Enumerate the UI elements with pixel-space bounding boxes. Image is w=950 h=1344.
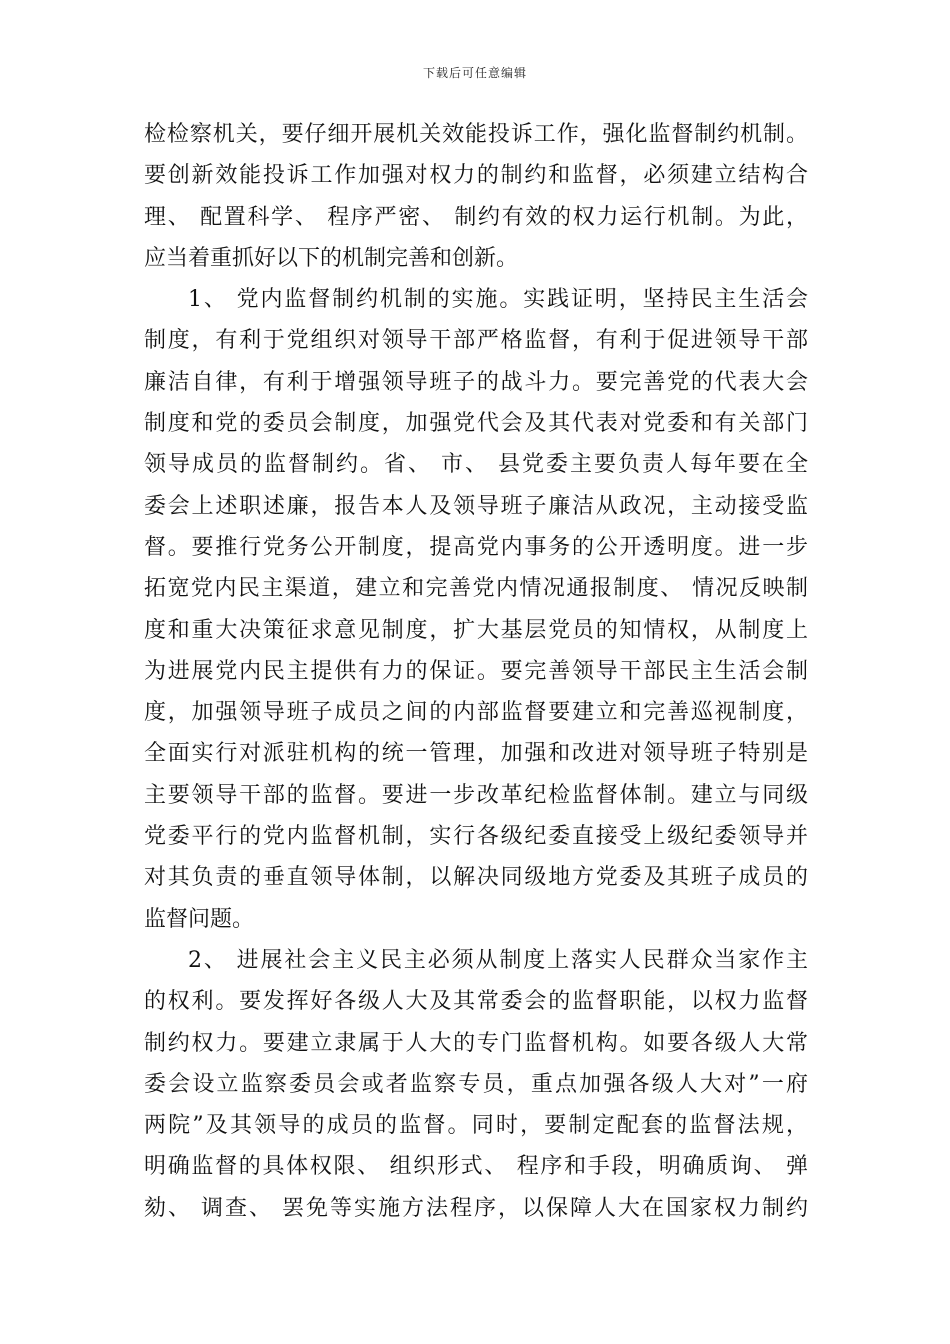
page-header: 下载后可任意编辑 bbox=[422, 66, 527, 80]
text-line: 1、 党内监督制约机制的实施。实践证明，坚持民主生活会 bbox=[188, 287, 808, 313]
text-line: 2、 进展社会主义民主必须从制度上落实人民群众当家作主 bbox=[188, 947, 808, 973]
text-line: 监督问题。 bbox=[144, 906, 255, 932]
text-line: 制度，有利于党组织对领导干部严格监督，有利于促进领导干部 bbox=[144, 328, 808, 354]
text-line: 理、 配置科学、 程序严密、 制约有效的权力运行机制。为此， bbox=[144, 204, 808, 230]
text-line: 主要领导干部的监督。要进一步改革纪检监督体制。建立与同级 bbox=[144, 782, 808, 808]
text-line: 检检察机关，要仔细开展机关效能投诉工作，强化监督制约机制。 bbox=[144, 122, 808, 147]
text-line: 廉洁自律，有利于增强领导班子的战斗力。要完善党的代表大会 bbox=[144, 369, 808, 395]
text-line: 度，加强领导班子成员之间的内部监督要建立和完善巡视制度， bbox=[144, 700, 808, 726]
text-line: 的权利。要发挥好各级人大及其常委会的监督职能，以权力监督 bbox=[144, 989, 808, 1015]
text-line: 党委平行的党内监督机制，实行各级纪委直接受上级纪委领导并 bbox=[144, 824, 808, 850]
text-line: 领导成员的监督制约。省、 市、 县党委主要负责人每年要在全 bbox=[144, 452, 808, 478]
text-line: 全面实行对派驻机构的统一管理，加强和改进对领导班子特别是 bbox=[144, 741, 808, 767]
text-line: 要创新效能投诉工作加强对权力的制约和监督，必须建立结构合 bbox=[144, 163, 808, 189]
text-line: 为进展党内民主提供有力的保证。要完善领导干部民主生活会制 bbox=[144, 658, 808, 684]
text-line: 委会上述职述廉，报告本人及领导班子廉洁从政况，主动接受监 bbox=[144, 493, 808, 519]
text-line: 度和重大决策征求意见制度，扩大基层党员的知情权，从制度上 bbox=[144, 617, 808, 643]
text-line: 对其负责的垂直领导体制，以解决同级地方党委及其班子成员的 bbox=[144, 865, 808, 891]
text-line: 应当着重抓好以下的机制完善和创新。 bbox=[144, 245, 519, 271]
text-line: 制约权力。要建立隶属于人大的专门监督机构。如要各级人大常 bbox=[144, 1030, 808, 1056]
text-line: 制度和党的委员会制度，加强党代会及其代表对党委和有关部门 bbox=[144, 411, 808, 437]
text-line: 明确监督的具体权限、 组织形式、 程序和手段，明确质询、 弹 bbox=[144, 1154, 808, 1180]
text-line: 劾、 调查、 罢免等实施方法程序，以保障人大在国家权力制约 bbox=[144, 1195, 808, 1221]
text-line: 督。要推行党务公开制度，提高党内事务的公开透明度。进一步 bbox=[144, 534, 808, 560]
text-line: 两院”及其领导的成员的监督。同时，要制定配套的监督法规， bbox=[144, 1113, 808, 1139]
text-line: 拓宽党内民主渠道，建立和完善党内情况通报制度、 情况反映制 bbox=[144, 576, 808, 602]
document-body bbox=[144, 114, 808, 1229]
text-line: 委会设立监察委员会或者监察专员，重点加强各级人大对”一府 bbox=[144, 1071, 808, 1097]
